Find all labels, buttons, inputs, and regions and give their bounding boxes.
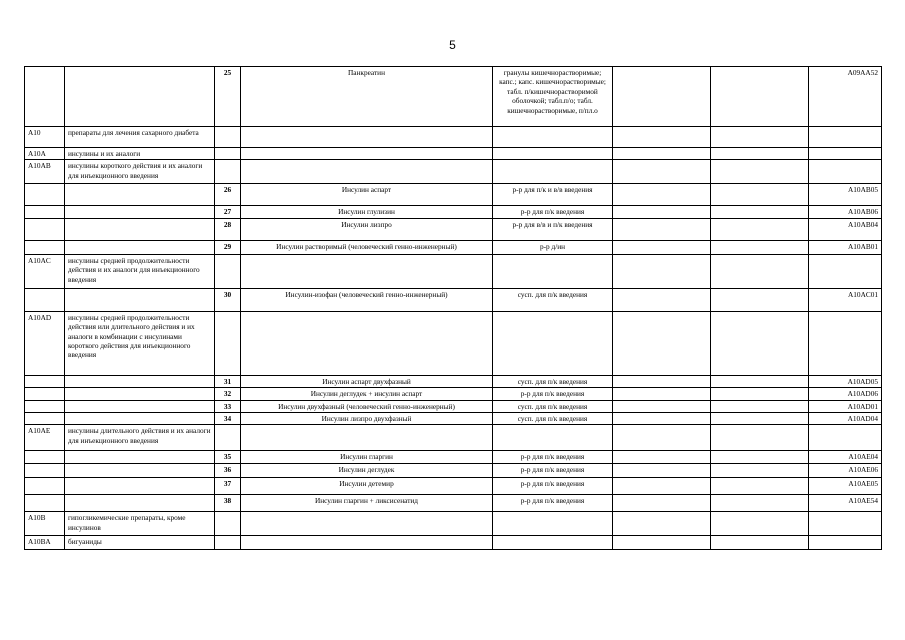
drug-name: Инсулин аспарт [241, 184, 493, 206]
empty-cell [613, 375, 711, 387]
atc-group-code [25, 478, 65, 495]
atc-group-code: A10AD [25, 311, 65, 375]
empty-cell [711, 512, 809, 536]
table-row [25, 451, 882, 464]
drug-name: Инсулин растворимый (человеческий генно-инженерный) [241, 240, 493, 254]
group-description [65, 388, 215, 400]
dosage-form [493, 148, 613, 160]
group-description [65, 478, 215, 495]
row-number [215, 512, 241, 536]
drug-name [241, 148, 493, 160]
empty-cell [613, 148, 711, 160]
empty-cell [613, 536, 711, 550]
empty-cell [711, 184, 809, 206]
table-row [25, 375, 882, 387]
drug-name [241, 311, 493, 375]
atc-code: A10AD06 [809, 388, 882, 400]
empty-cell [711, 240, 809, 254]
atc-group-code [25, 288, 65, 311]
group-description: инсулины средней продолжительности действия или длительного действия и их аналоги в комбинации с инсулинами короткого действия для инъекционного введения [65, 311, 215, 375]
group-description [65, 184, 215, 206]
dosage-form: р-р для п/к введения [493, 388, 613, 400]
atc-code [809, 536, 882, 550]
drug-name [241, 254, 493, 288]
row-number: 36 [215, 464, 241, 478]
row-number [215, 148, 241, 160]
atc-group-code: A10 [25, 127, 65, 148]
table-row [25, 311, 882, 375]
atc-group-code: A10BA [25, 536, 65, 550]
dosage-form [493, 536, 613, 550]
table-row [25, 288, 882, 311]
row-number: 33 [215, 400, 241, 412]
table-row [25, 536, 882, 550]
empty-cell [711, 127, 809, 148]
table-row [25, 127, 882, 148]
drug-name: Инсулин гларгин [241, 451, 493, 464]
row-number: 31 [215, 375, 241, 387]
empty-cell [613, 160, 711, 184]
table-row [25, 495, 882, 512]
empty-cell [711, 311, 809, 375]
dosage-form: сусп. для п/к введения [493, 375, 613, 387]
atc-code [809, 148, 882, 160]
empty-cell [613, 413, 711, 425]
drug-name [241, 425, 493, 451]
empty-cell [711, 288, 809, 311]
empty-cell [613, 254, 711, 288]
table-row [25, 425, 882, 451]
drug-name: Инсулин гларгин + ликсисенатид [241, 495, 493, 512]
empty-cell [711, 160, 809, 184]
atc-code: A10AB06 [809, 206, 882, 218]
empty-cell [711, 451, 809, 464]
atc-code [809, 127, 882, 148]
dosage-form: р-р для п/к введения [493, 206, 613, 218]
empty-cell [613, 425, 711, 451]
drug-name: Панкреатин [241, 67, 493, 127]
atc-group-code [25, 451, 65, 464]
row-number: 34 [215, 413, 241, 425]
dosage-form [493, 311, 613, 375]
drug-name [241, 536, 493, 550]
row-number: 37 [215, 478, 241, 495]
row-number: 30 [215, 288, 241, 311]
group-description [65, 206, 215, 218]
row-number: 32 [215, 388, 241, 400]
row-number: 25 [215, 67, 241, 127]
dosage-form: р-р для п/к и в/в введения [493, 184, 613, 206]
empty-cell [613, 311, 711, 375]
group-description: препараты для лечения сахарного диабета [65, 127, 215, 148]
empty-cell [711, 388, 809, 400]
dosage-form: р-р для п/к введения [493, 451, 613, 464]
empty-cell [711, 425, 809, 451]
atc-code: A09AA52 [809, 67, 882, 127]
atc-code: A10AD01 [809, 400, 882, 412]
empty-cell [711, 148, 809, 160]
empty-cell [711, 218, 809, 240]
table-body [25, 67, 882, 550]
row-number [215, 254, 241, 288]
atc-code: A10AD04 [809, 413, 882, 425]
empty-cell [711, 206, 809, 218]
atc-group-code [25, 240, 65, 254]
atc-code [809, 512, 882, 536]
group-description [65, 218, 215, 240]
atc-group-code [25, 375, 65, 387]
atc-group-code [25, 495, 65, 512]
drug-name: Инсулин деглудек + инсулин аспарт [241, 388, 493, 400]
group-description: инсулины средней продолжительности действия и их аналоги для инъекционного введения [65, 254, 215, 288]
drug-name: Инсулин глулизин [241, 206, 493, 218]
dosage-form: р-р для п/к введения [493, 478, 613, 495]
empty-cell [613, 206, 711, 218]
empty-cell [711, 495, 809, 512]
dosage-form: сусп. для п/к введения [493, 413, 613, 425]
empty-cell [711, 375, 809, 387]
atc-code: A10AE54 [809, 495, 882, 512]
atc-code: A10AC01 [809, 288, 882, 311]
empty-cell [711, 254, 809, 288]
atc-code [809, 425, 882, 451]
table-row [25, 512, 882, 536]
atc-code: A10AB05 [809, 184, 882, 206]
empty-cell [613, 388, 711, 400]
atc-code: A10AE04 [809, 451, 882, 464]
group-description [65, 375, 215, 387]
atc-code [809, 160, 882, 184]
drug-name: Инсулин-изофан (человеческий генно-инженерный) [241, 288, 493, 311]
empty-cell [613, 240, 711, 254]
dosage-form [493, 512, 613, 536]
table-row [25, 160, 882, 184]
dosage-form: р-р д/ин [493, 240, 613, 254]
table-row [25, 67, 882, 127]
atc-group-code [25, 464, 65, 478]
atc-code: A10AE06 [809, 464, 882, 478]
atc-group-code [25, 218, 65, 240]
page-number: 5 [449, 38, 456, 52]
row-number: 26 [215, 184, 241, 206]
atc-group-code [25, 206, 65, 218]
table-row [25, 413, 882, 425]
drug-name: Инсулин деглудек [241, 464, 493, 478]
table-row [25, 464, 882, 478]
group-description [65, 67, 215, 127]
group-description [65, 495, 215, 512]
dosage-form: р-р для в/в и п/к введения [493, 218, 613, 240]
row-number: 35 [215, 451, 241, 464]
row-number [215, 160, 241, 184]
table-row [25, 184, 882, 206]
empty-cell [613, 512, 711, 536]
row-number [215, 311, 241, 375]
atc-group-code [25, 388, 65, 400]
empty-cell [613, 127, 711, 148]
drug-name: Инсулин двухфазный (человеческий генно-инженерный) [241, 400, 493, 412]
empty-cell [711, 478, 809, 495]
atc-group-code: A10AB [25, 160, 65, 184]
group-description [65, 451, 215, 464]
atc-code [809, 254, 882, 288]
empty-cell [711, 413, 809, 425]
group-description [65, 240, 215, 254]
drug-list-table [24, 66, 882, 550]
atc-group-code: A10B [25, 512, 65, 536]
row-number: 27 [215, 206, 241, 218]
empty-cell [613, 67, 711, 127]
dosage-form [493, 127, 613, 148]
row-number: 29 [215, 240, 241, 254]
dosage-form: сусп. для п/к введения [493, 400, 613, 412]
atc-group-code [25, 67, 65, 127]
drug-name: Инсулин детемир [241, 478, 493, 495]
group-description: инсулины короткого действия и их аналоги для инъекционного введения [65, 160, 215, 184]
dosage-form: р-р для п/к введения [493, 495, 613, 512]
row-number [215, 127, 241, 148]
table-row [25, 218, 882, 240]
empty-cell [613, 478, 711, 495]
empty-cell [711, 67, 809, 127]
row-number: 38 [215, 495, 241, 512]
empty-cell [613, 288, 711, 311]
atc-code [809, 311, 882, 375]
empty-cell [613, 184, 711, 206]
drug-name: Инсулин лизпро [241, 218, 493, 240]
table-row [25, 254, 882, 288]
empty-cell [613, 495, 711, 512]
table-row [25, 240, 882, 254]
atc-group-code: A10AE [25, 425, 65, 451]
group-description [65, 464, 215, 478]
atc-group-code [25, 413, 65, 425]
table-row [25, 148, 882, 160]
dosage-form: сусп. для п/к введения [493, 288, 613, 311]
atc-code: A10AE05 [809, 478, 882, 495]
empty-cell [711, 400, 809, 412]
empty-cell [613, 400, 711, 412]
dosage-form [493, 425, 613, 451]
group-description [65, 288, 215, 311]
empty-cell [711, 536, 809, 550]
drug-name [241, 512, 493, 536]
drug-name: Инсулин лизпро двухфазный [241, 413, 493, 425]
table-row [25, 206, 882, 218]
atc-code: A10AB04 [809, 218, 882, 240]
group-description: инсулины и их аналоги [65, 148, 215, 160]
drug-name [241, 160, 493, 184]
atc-code: A10AD05 [809, 375, 882, 387]
empty-cell [613, 464, 711, 478]
atc-group-code: A10AC [25, 254, 65, 288]
dosage-form [493, 254, 613, 288]
row-number: 28 [215, 218, 241, 240]
table-row [25, 388, 882, 400]
empty-cell [613, 451, 711, 464]
group-description: гипогликемические препараты, кроме инсулинов [65, 512, 215, 536]
group-description [65, 400, 215, 412]
dosage-form: гранулы кишечнорастворимые; капс.; капс. кишечнорастворимые; табл. п/кишечнорастворимой оболочкой; табл.п/о; табл. кишечнорастворимые, п/пл.о [493, 67, 613, 127]
empty-cell [613, 218, 711, 240]
drug-name [241, 127, 493, 148]
table-row [25, 478, 882, 495]
group-description [65, 413, 215, 425]
drug-name: Инсулин аспарт двухфазный [241, 375, 493, 387]
atc-group-code [25, 184, 65, 206]
group-description: бигуаниды [65, 536, 215, 550]
row-number [215, 425, 241, 451]
group-description: инсулины длительного действия и их аналоги для инъекционного введения [65, 425, 215, 451]
empty-cell [711, 464, 809, 478]
atc-group-code: A10A [25, 148, 65, 160]
dosage-form [493, 160, 613, 184]
table-row [25, 400, 882, 412]
atc-code: A10AB01 [809, 240, 882, 254]
row-number [215, 536, 241, 550]
atc-group-code [25, 400, 65, 412]
dosage-form: р-р для п/к введения [493, 464, 613, 478]
